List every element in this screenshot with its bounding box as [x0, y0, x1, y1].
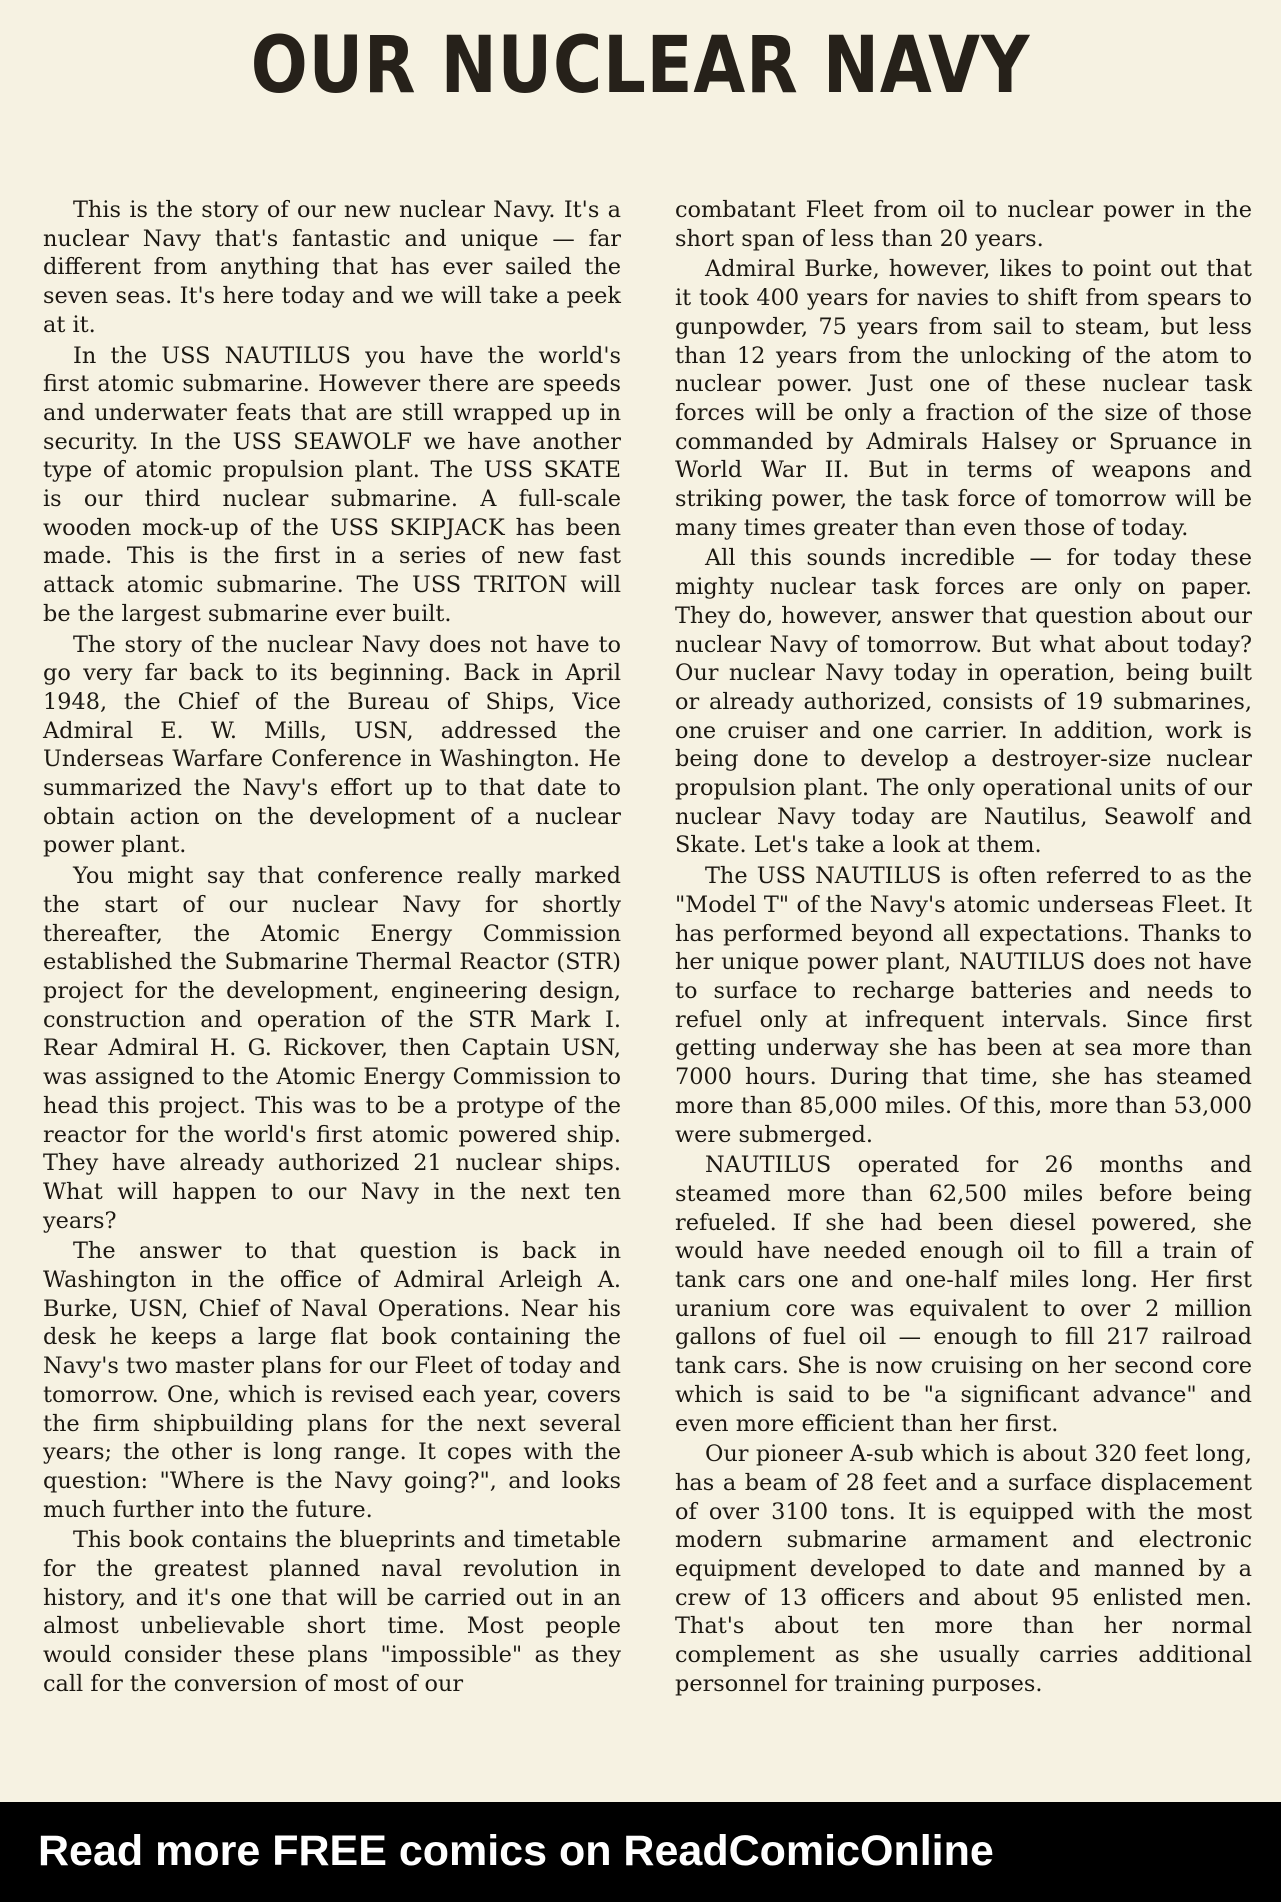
- paragraph: This is the story of our new nuclear Navy. It's a nuclear Navy that's fantastic and unique — far different from anything that has ever sailed the seven seas. It's here today and we will take a peek at it.: [43, 197, 621, 338]
- page-title: OUR NUCLEAR NAVY: [250, 21, 1031, 111]
- paragraph: The story of the nuclear Navy does not have to go very far back to its beginning. Back in April 1948, the Chief of the Bureau of Ships, Vice Admiral E. W. Mills, USN, addressed the Underseas Warfare Conference in Washington. He summarized the Navy's effort up to that date to obtain action on the development of a nuclear power plant.: [43, 631, 621, 859]
- paragraph: All this sounds incredible — for today these mighty nuclear task forces are only on paper. They do, however, answer that question about our nuclear Navy of tomorrow. But what about today? Our nuclear Navy today in operation, being built or already authorized, consists of 19 submarines, one cruiser and one carrier. In addition, work is being done to develop a destroyer-size nuclear propulsion plant. The only operational units of our nuclear Navy today are Nautilus, Seawolf and Skate. Let's take a look at them.: [675, 545, 1252, 859]
- paragraph: This book contains the blueprints and timetable for the greatest planned naval revolution in history, and it's one that will be carried out in an almost unbelievable short time. Most people would consider these plans "impossible" as they call for the conversion of most of our: [43, 1527, 621, 1697]
- article-column-left: [43, 196, 621, 1701]
- paragraph: You might say that conference really marked the start of our nuclear Navy for shortly thereafter, the Atomic Energy Commission established the Submarine Thermal Reactor (STR) project for the development, engineering design, construction and operation of the STR Mark I. Rear Admiral H. G. Rickover, then Captain USN, was assigned to the Atomic Energy Commission to head this project. This was to be a protype of the reactor for the world's first atomic powered ship. They have already authorized 21 nuclear ships. What will happen to our Navy in the next ten years?: [43, 863, 621, 1234]
- paragraph: In the USS NAUTILUS you have the world's first atomic submarine. However there are speeds and underwater feats that are still wrapped up in security. In the USS SEAWOLF we have another type of atomic propulsion plant. The USS SKATE is our third nuclear submarine. A full-scale wooden mock-up of the USS SKIPJACK has been made. This is the first in a series of new fast attack atomic submarine. The USS TRITON will be the largest submarine ever built.: [43, 342, 621, 627]
- promo-footer-banner[interactable]: [0, 1802, 1281, 1902]
- paragraph: The USS NAUTILUS is often referred to as the "Model T" of the Navy's atomic underseas Fleet. It has performed beyond all expectations. Thanks to her unique power plant, NAUTILUS does not have to surface to recharge batteries and needs to refuel only at infrequent intervals. Since first getting underway she has been at sea more than 7000 hours. During that time, she has steamed more than 85,000 miles. Of this, more than 53,000 were submerged.: [675, 863, 1252, 1148]
- promo-footer-link[interactable]: Read more FREE comics on ReadComicOnline: [38, 1827, 994, 1875]
- paragraph: The answer to that question is back in Washington in the office of Admiral Arleigh A. Burke, USN, Chief of Naval Operations. Near his desk he keeps a large flat book containing the Navy's two master plans for our Fleet of today and tomorrow. One, which is revised each year, covers the firm shipbuilding plans for the next several years; the other is long range. It copes with the question: "Where is the Navy going?", and looks much further into the future.: [43, 1238, 621, 1523]
- paragraph: Our pioneer A-sub which is about 320 feet long, has a beam of 28 feet and a surface displacement of over 3100 tons. It is equipped with the most modern submarine armament and electronic equipment developed to date and manned by a crew of 13 officers and about 95 enlisted men. That's about ten more than her normal complement as she usually carries additional personnel for training purposes.: [675, 1441, 1252, 1697]
- paragraph-continuation: combatant Fleet from oil to nuclear power in the short span of less than 20 years.: [675, 197, 1252, 252]
- article-column-right: [675, 196, 1252, 1701]
- paragraph: NAUTILUS operated for 26 months and steamed more than 62,500 miles before being refueled. If she had been diesel powered, she would have needed enough oil to fill a train of tank cars one and one-half miles long. Her first uranium core was equivalent to over 2 million gallons of fuel oil — enough to fill 217 railroad tank cars. She is now cruising on her second core which is said to be "a significant advance" and even more efficient than her first.: [675, 1152, 1252, 1437]
- paragraph: Admiral Burke, however, likes to point out that it took 400 years for navies to shift from spears to gunpowder, 75 years from sail to steam, but less than 12 years from the unlocking of the atom to nuclear power. Just one of these nuclear task forces will be only a fraction of the size of those commanded by Admirals Halsey or Spruance in World War II. But in terms of weapons and striking power, the task force of tomorrow will be many times greater than even those of today.: [675, 256, 1252, 541]
